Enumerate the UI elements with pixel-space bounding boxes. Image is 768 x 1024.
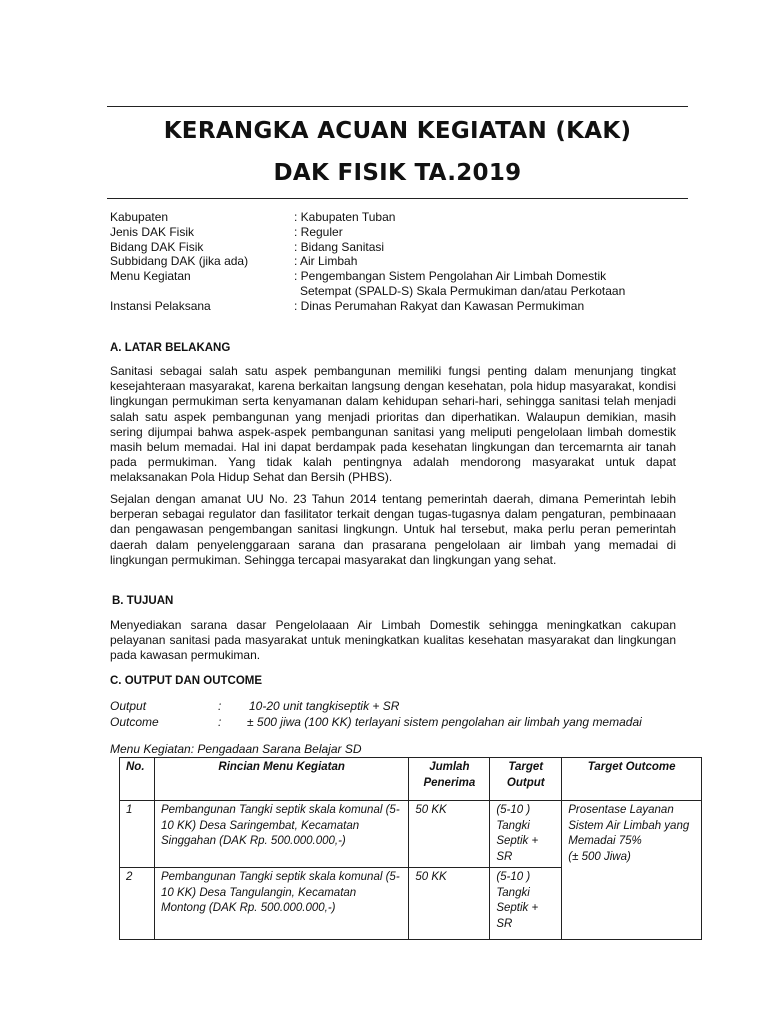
- section-a-paragraph-2: Sejalan dengan amanat UU No. 23 Tahun 2014 tentang pemerintah daerah, dimana Pemerintah lebih berperan sebagai regulator dan fasilitator terkait dengan tugas-tugasnya dalam pengaturan, pembinaaan dan pengawasan pengembangan sanitasi lingkungn. Untuk hal tersebut, maka perlu peran pemerintah daerah dalam penyelenggaraan sarana dan prasarana pengelolaan air limbah yang memadai di lingkungan permukiman. Sehingga tercapai masyarakat dan lingkungan yang sehat.: [110, 492, 676, 567]
- cell-no: 2: [120, 868, 155, 940]
- section-a-paragraph-1: Sanitasi sebagai salah satu aspek pembangunan memiliki fungsi penting dalam menunjang tingkat kesejahteraan masyarakat, karena berkaitan langsung dengan kesehatan, pola hidup masyarakat, kondisi lingkungan permukiman serta kenyamanan dalam kehidupan sehari-hari, sehingga sanitasi telah menjadi salah satu aspek pembangunan yang menjadi prioritas dan diperhatikan. Walaupun demikian, masih sering dijumpai bahwa aspek-aspek pembangunan sanitasi yang meliputi pengelolaan limbah domestik masih belum memadai. Hal ini dapat berdampak pada kesehatan lingkungan dan tercemarnta air tanah pada permukiman. Yang tidak kalah pentingnya adalah mendorong masyarakat untuk dapat melaksanakan Pola Hidup Sehat dan Bersih (PHBS).: [110, 364, 676, 485]
- kegiatan-table: [119, 757, 702, 940]
- meta-label: Subbidang DAK (jika ada): [110, 254, 249, 269]
- header-rincian: Rincian Menu Kegiatan: [154, 758, 408, 801]
- outcome-row: [110, 714, 642, 730]
- meta-row-instansi: [110, 299, 690, 314]
- section-b-heading: B. TUJUAN: [112, 595, 174, 607]
- meta-value: [294, 269, 690, 299]
- meta-row-menu: [110, 269, 690, 299]
- meta-label: Bidang DAK Fisik: [110, 239, 204, 254]
- outcome-text: Prosentase Layanan Sistem Air Limbah yang Memadai 75%: [568, 804, 690, 847]
- output-label: Output: [110, 699, 147, 713]
- meta-block: [110, 210, 690, 314]
- meta-row-bidang: [110, 240, 690, 255]
- bottom-rule: [107, 198, 688, 199]
- output-value: 10-20 unit tangkiseptik + SR: [249, 699, 400, 713]
- cell-rincian: Pembangunan Tangki septik skala komunal (5-10 KK) Desa Tangulangin, Kecamatan Montong (DAK Rp. 500.000.000,-): [154, 868, 408, 940]
- table-caption: Menu Kegiatan: Pengadaan Sarana Belajar SD: [110, 742, 362, 756]
- cell-rincian: Pembangunan Tangki septik skala komunal (5-10 KK) Desa Saringembat, Kecamatan Singgahan (DAK Rp. 500.000.000,-): [154, 801, 408, 868]
- outcome-value: ± 500 jiwa (100 KK) terlayani sistem pengolahan air limbah yang memadai: [247, 715, 642, 729]
- meta-row-jenis: [110, 225, 690, 240]
- outcome-colon: :: [218, 715, 222, 729]
- meta-value-line1: : Pengembangan Sistem Pengolahan Air Limbah Domestik: [294, 269, 607, 284]
- section-a-heading: A. LATAR BELAKANG: [110, 342, 231, 354]
- table-row: [120, 801, 702, 868]
- meta-label: Menu Kegiatan: [110, 269, 191, 284]
- meta-value: : Reguler: [294, 224, 343, 239]
- document-title: KERANGKA ACUAN KEGIATAN (KAK): [163, 118, 632, 144]
- header-no: No.: [120, 758, 155, 801]
- top-rule: [107, 106, 688, 107]
- document-subtitle: DAK FISIK TA.2019: [273, 160, 522, 186]
- cell-jumlah: 50 KK: [409, 801, 490, 868]
- outcome-label: Outcome: [110, 715, 159, 729]
- cell-output: (5-10 ) Tangki Septik + SR: [490, 801, 562, 868]
- meta-value: : Bidang Sanitasi: [294, 239, 385, 254]
- meta-label: Instansi Pelaksana: [110, 298, 211, 313]
- cell-outcome: [562, 801, 702, 940]
- header-outcome: Target Outcome: [562, 758, 702, 801]
- meta-value: : Kabupaten Tuban: [294, 210, 396, 224]
- header-output: Target Output: [490, 758, 562, 801]
- header-jumlah: Jumlah Penerima: [409, 758, 490, 801]
- meta-row-kabupaten: [110, 210, 690, 225]
- meta-value-line2: Setempat (SPALD-S) Skala Permukiman dan/atau Perkotaan: [300, 283, 626, 298]
- meta-value: : Air Limbah: [294, 254, 358, 269]
- output-row: [110, 698, 642, 714]
- cell-no: 1: [120, 801, 155, 868]
- cell-jumlah: 50 KK: [409, 868, 490, 940]
- section-b-paragraph: Menyediakan sarana dasar Pengelolaaan Air Limbah Domestik sehingga meningkatkan cakupan pelayanan sanitasi pada masyarakat untuk meningkatkan kualitas kesehatan masyarakat dan lingkungan pada kawasan permukiman.: [110, 618, 676, 663]
- meta-row-subbidang: [110, 254, 690, 269]
- meta-value: : Dinas Perumahan Rakyat dan Kawasan Permukiman: [294, 298, 585, 313]
- meta-label: Kabupaten: [110, 210, 169, 224]
- output-outcome-block: [110, 698, 642, 730]
- table-header-row: [120, 758, 702, 801]
- output-colon: :: [218, 699, 222, 713]
- meta-label: Jenis DAK Fisik: [110, 224, 195, 239]
- outcome-jiwa: (± 500 Jiwa): [568, 850, 631, 863]
- cell-output: (5-10 ) Tangki Septik + SR: [490, 868, 562, 940]
- section-c-heading: C. OUTPUT DAN OUTCOME: [110, 675, 263, 687]
